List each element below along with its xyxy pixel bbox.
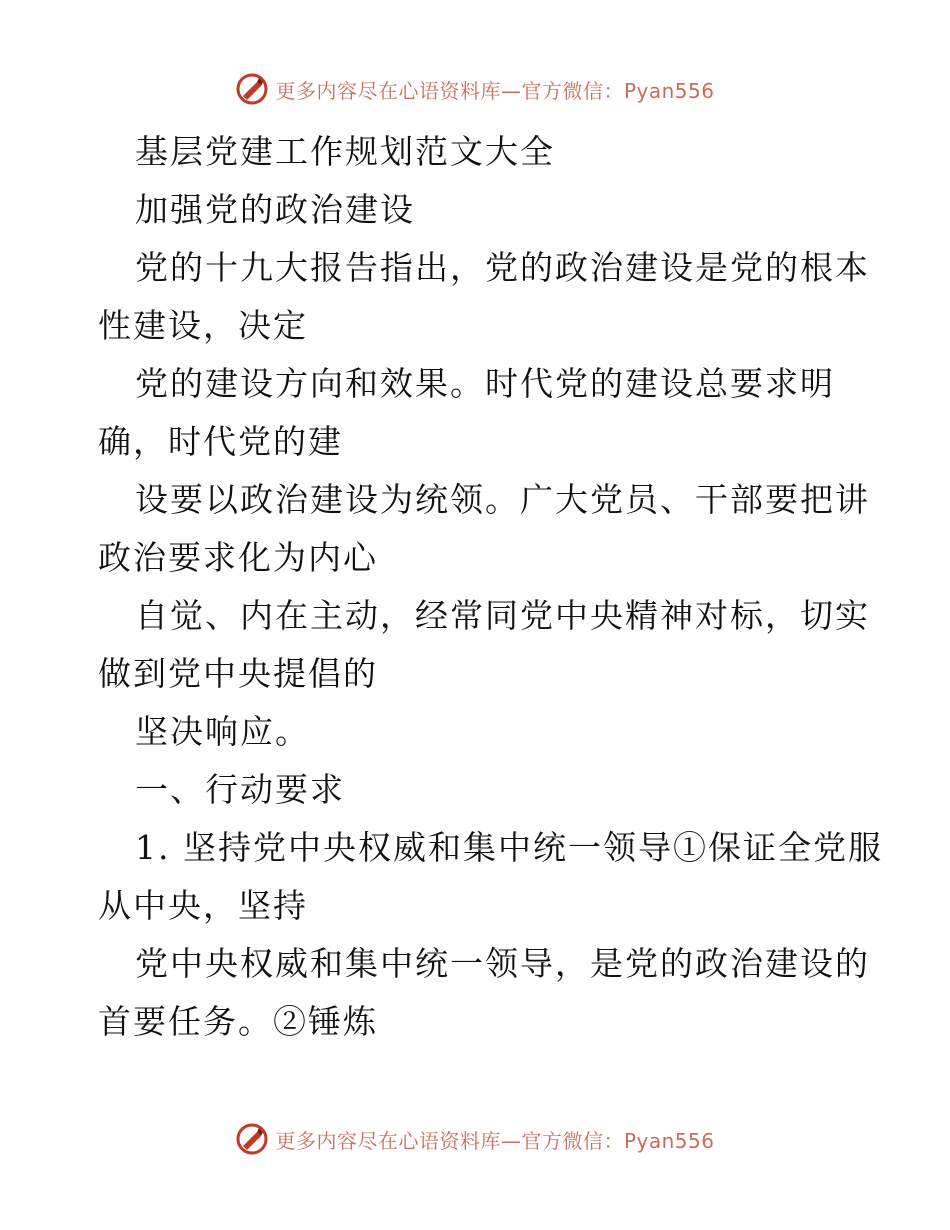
paragraph-line: 党中央权威和集中统一领导，是党的政治建设的 [135, 944, 870, 983]
watermark-text: 更多内容尽在心语资料库—官方微信：Pyan556 [275, 1128, 715, 1153]
watermark-text: 更多内容尽在心语资料库—官方微信：Pyan556 [275, 78, 715, 103]
pen-seal-icon [235, 72, 269, 106]
footer-watermark [0, 1122, 950, 1156]
list-item: 1. 坚持党中央权威和集中统一领导①保证全党服 [135, 828, 883, 867]
paragraph-line: 做到党中央提倡的 [98, 654, 378, 693]
header-watermark [0, 72, 950, 106]
paragraph-line: 党的建设方向和效果。时代党的建设总要求明 [135, 364, 835, 403]
paragraph-line: 党的十九大报告指出，党的政治建设是党的根本 [135, 248, 870, 287]
document-title: 基层党建工作规划范文大全 [135, 132, 555, 171]
paragraph-line: 设要以政治建设为统领。广大党员、干部要把讲 [135, 480, 870, 519]
paragraph-line: 政治要求化为内心 [98, 538, 378, 577]
pen-seal-icon [235, 1122, 269, 1156]
paragraph-line: 首要任务。②锤炼 [98, 1002, 378, 1041]
paragraph-line: 性建设，决定 [98, 306, 308, 345]
section-heading: 一、行动要求 [135, 770, 345, 809]
document-body [98, 123, 883, 1051]
paragraph-line: 自觉、内在主动，经常同党中央精神对标，切实 [135, 596, 870, 635]
paragraph-line: 确，时代党的建 [98, 422, 343, 461]
section-heading: 加强党的政治建设 [135, 190, 415, 229]
paragraph-line: 坚决响应。 [135, 712, 310, 751]
paragraph-line: 从中央，坚持 [98, 886, 308, 925]
